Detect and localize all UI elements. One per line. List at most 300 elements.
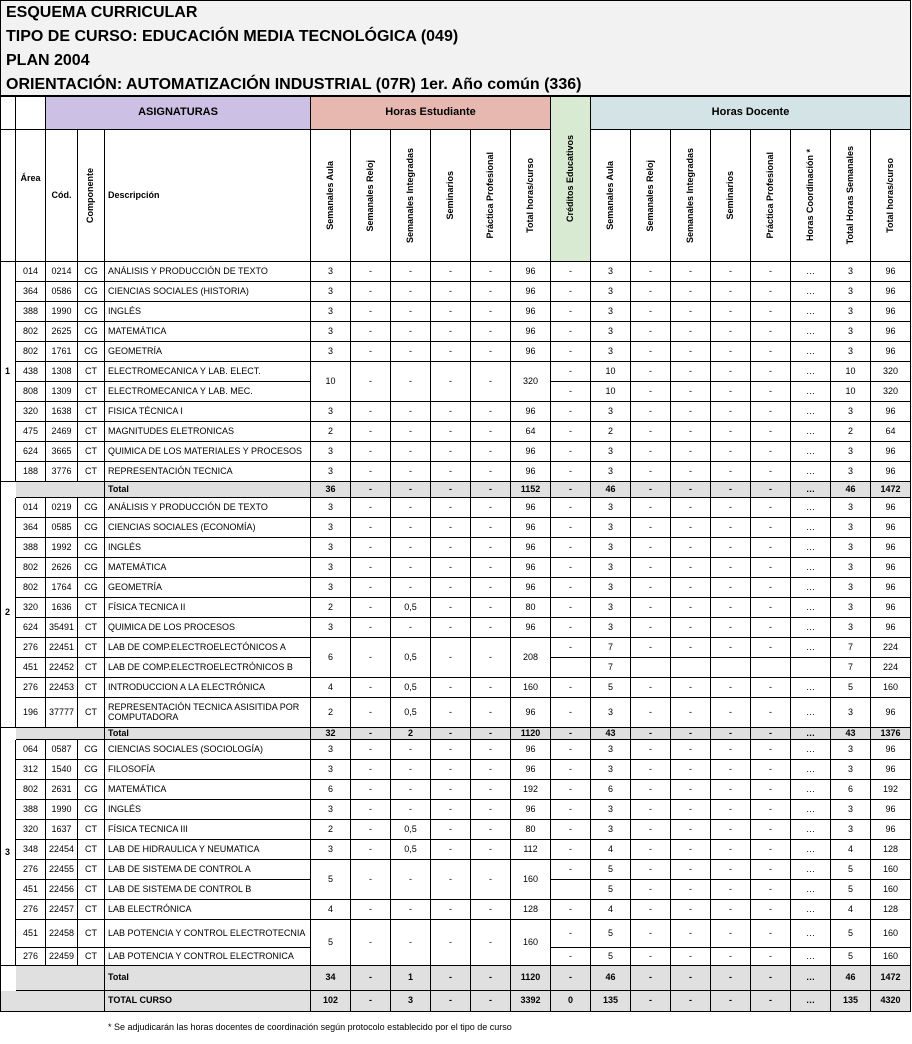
cell-value: … xyxy=(791,820,831,840)
cell-value: 3 xyxy=(591,578,631,598)
cell-value: - xyxy=(551,362,591,382)
cell-value: 320 xyxy=(871,382,911,402)
cell-value: 128 xyxy=(511,900,551,920)
cell-value: 3 xyxy=(831,498,871,518)
total-value: - xyxy=(351,728,391,740)
col-5 xyxy=(351,130,391,262)
cell-value: - xyxy=(391,518,431,538)
total-value: 102 xyxy=(311,991,351,1012)
total-value: 3 xyxy=(391,991,431,1012)
cell-value: - xyxy=(431,402,471,422)
total-value: - xyxy=(551,728,591,740)
cell-value: - xyxy=(551,948,591,966)
cell-area: 624 xyxy=(16,442,46,462)
cell-componente: CT xyxy=(78,362,105,382)
year-label-2: 2 xyxy=(0,498,16,728)
cell-value: 96 xyxy=(871,302,911,322)
cell-value: 5 xyxy=(311,860,351,900)
cell-value: - xyxy=(751,442,791,462)
cell-value: - xyxy=(551,282,591,302)
cell-cod: 0219 xyxy=(46,498,78,518)
cell-descripcion: GEOMETRÍA xyxy=(105,578,311,598)
cell-value: 2 xyxy=(831,422,871,442)
total-value: 1 xyxy=(391,966,431,991)
col-17 xyxy=(831,130,871,262)
cell-value: - xyxy=(471,578,511,598)
cell-value: 96 xyxy=(871,402,911,422)
cell-value: 96 xyxy=(511,302,551,322)
cell-cod: 1990 xyxy=(46,800,78,820)
cell-value: 3 xyxy=(831,538,871,558)
group-horas-docente: Horas Docente xyxy=(591,96,911,130)
cell-value: … xyxy=(791,900,831,920)
cell-value: - xyxy=(551,598,591,618)
cell-value: 96 xyxy=(871,462,911,482)
cell-value: - xyxy=(711,262,751,282)
cell-area: 364 xyxy=(16,282,46,302)
total-value: 43 xyxy=(591,728,631,740)
cell-value: 5 xyxy=(831,678,871,698)
cell-value: - xyxy=(471,538,511,558)
cell-value: - xyxy=(471,402,511,422)
cell-value: … xyxy=(791,638,831,658)
cell-value: 96 xyxy=(871,800,911,820)
cell-componente: CG xyxy=(78,302,105,322)
plan-year: PLAN 2004 xyxy=(6,52,90,69)
cell-value: - xyxy=(431,780,471,800)
cell-value: - xyxy=(431,800,471,820)
cell-value: 10 xyxy=(591,362,631,382)
total-value: - xyxy=(751,966,791,991)
cell-value: … xyxy=(791,558,831,578)
cell-value: - xyxy=(671,780,711,800)
cell-value: - xyxy=(551,342,591,362)
cell-value: 96 xyxy=(871,558,911,578)
cell-value: - xyxy=(391,900,431,920)
cell-value: - xyxy=(751,880,791,900)
cell-value: - xyxy=(671,362,711,382)
cell-value: - xyxy=(711,638,751,658)
cell-value: - xyxy=(751,422,791,442)
cell-value: 2 xyxy=(311,698,351,728)
cell-value: - xyxy=(671,840,711,860)
cell-value: - xyxy=(391,578,431,598)
cell-value: - xyxy=(751,900,791,920)
cell-descripcion: CIENCIAS SOCIALES (ECONOMÍA) xyxy=(105,518,311,538)
cell-value: 2 xyxy=(591,422,631,442)
cell-value: - xyxy=(711,920,751,948)
cell-value: - xyxy=(711,282,751,302)
cell-value: - xyxy=(391,920,431,966)
cell-area: 451 xyxy=(16,920,46,948)
cell-value: - xyxy=(391,538,431,558)
cell-value: 3 xyxy=(591,262,631,282)
cell-value: 3 xyxy=(831,302,871,322)
cell-value: - xyxy=(711,558,751,578)
col-11-label: Semanales Aula xyxy=(604,161,615,230)
cell-value: 3 xyxy=(831,518,871,538)
cell-value: - xyxy=(351,920,391,966)
cell-value: - xyxy=(551,760,591,780)
cell-descripcion: LAB POTENCIA Y CONTROL ELECTROTECNIA xyxy=(105,920,311,948)
document-title: ESQUEMA CURRICULAR xyxy=(6,4,198,21)
total-row-blank xyxy=(16,966,105,991)
col-6-label: Semanales Integradas xyxy=(404,147,415,244)
cell-value: 80 xyxy=(511,598,551,618)
col-14 xyxy=(711,130,751,262)
cell-value: - xyxy=(431,760,471,780)
cell-cod: 2626 xyxy=(46,558,78,578)
cell-value: - xyxy=(631,302,671,322)
cell-value: … xyxy=(791,442,831,462)
cell-value: - xyxy=(751,402,791,422)
cell-value: - xyxy=(671,948,711,966)
total-value: - xyxy=(471,966,511,991)
cell-value: - xyxy=(471,920,511,966)
cell-value: … xyxy=(791,342,831,362)
cell-value: - xyxy=(551,920,591,948)
cell-cod: 22457 xyxy=(46,900,78,920)
cell-value: … xyxy=(791,578,831,598)
cell-value: 128 xyxy=(871,840,911,860)
cell-value: - xyxy=(551,402,591,422)
cell-value: 6 xyxy=(311,780,351,800)
cell-value: - xyxy=(671,880,711,900)
cell-value: - xyxy=(351,800,391,820)
cell-area: 014 xyxy=(16,262,46,282)
cell-value: 5 xyxy=(831,948,871,966)
cell-value: 160 xyxy=(511,860,551,900)
cell-value xyxy=(791,658,831,678)
cell-value: 10 xyxy=(311,362,351,402)
cell-value: - xyxy=(391,362,431,402)
cell-cod: 3665 xyxy=(46,442,78,462)
cell-value: 208 xyxy=(511,638,551,678)
cell-value: … xyxy=(791,422,831,442)
cell-value: - xyxy=(671,302,711,322)
cell-area: 276 xyxy=(16,860,46,880)
cell-cod: 1309 xyxy=(46,382,78,402)
cell-value: 3 xyxy=(311,498,351,518)
cell-descripcion: LAB ELECTRÓNICA xyxy=(105,900,311,920)
cell-value: - xyxy=(631,740,671,760)
total-value: 36 xyxy=(311,482,351,498)
cell-value: - xyxy=(671,498,711,518)
cell-value: 3 xyxy=(591,538,631,558)
cell-value: - xyxy=(631,860,671,880)
cell-area: 276 xyxy=(16,638,46,658)
cell-descripcion: INTRODUCCION A LA ELECTRÓNICA xyxy=(105,678,311,698)
cell-value: 96 xyxy=(871,262,911,282)
col-creditos xyxy=(551,96,591,262)
cell-value: - xyxy=(711,402,751,422)
cell-area: 014 xyxy=(16,498,46,518)
cell-value: - xyxy=(631,840,671,860)
cell-value: - xyxy=(631,820,671,840)
cell-descripcion: FÍSICA TECNICA II xyxy=(105,598,311,618)
cell-value: - xyxy=(671,920,711,948)
cell-value: - xyxy=(671,402,711,422)
cell-value: 96 xyxy=(871,342,911,362)
total-value: - xyxy=(711,991,751,1012)
cell-value: - xyxy=(711,362,751,382)
cell-value: - xyxy=(631,442,671,462)
cell-value: 3 xyxy=(831,698,871,728)
cell-value: 3 xyxy=(831,322,871,342)
cell-value: … xyxy=(791,698,831,728)
cell-value: … xyxy=(791,382,831,402)
cell-descripcion: LAB DE COMP.ELECTROELECTRÓNICOS B xyxy=(105,658,311,678)
cell-value: - xyxy=(751,598,791,618)
cell-value: 3 xyxy=(591,698,631,728)
cell-value: - xyxy=(351,462,391,482)
cell-value: - xyxy=(551,578,591,598)
cell-value: - xyxy=(431,262,471,282)
cell-value: - xyxy=(711,760,751,780)
cell-descripcion: ANÁLISIS Y PRODUCCIÓN DE TEXTO xyxy=(105,262,311,282)
year-header-blank xyxy=(0,96,16,262)
col-17-label: Total Horas Semanales xyxy=(844,146,855,245)
cell-value: … xyxy=(791,780,831,800)
cell-descripcion: FISICA TÉCNICA I xyxy=(105,402,311,422)
cell-value: - xyxy=(391,262,431,282)
cell-value: - xyxy=(631,780,671,800)
total-value: - xyxy=(431,728,471,740)
cell-value: 320 xyxy=(511,362,551,402)
cell-descripcion: ELECTROMECANICA Y LAB. ELECT. xyxy=(105,362,311,382)
cell-descripcion: QUIMICA DE LOS MATERIALES Y PROCESOS xyxy=(105,442,311,462)
cell-value: 160 xyxy=(511,678,551,698)
footnote: * Se adjudicarán las horas docentes de coordinación según protocolo establecido por el tipo de curso xyxy=(108,1022,512,1032)
cell-value: 0,5 xyxy=(391,698,431,728)
cell-value xyxy=(551,880,591,900)
cell-value: 96 xyxy=(871,760,911,780)
cell-value: - xyxy=(671,860,711,880)
total-value: - xyxy=(671,966,711,991)
cell-value: - xyxy=(631,598,671,618)
cell-value: … xyxy=(791,322,831,342)
cell-area: 624 xyxy=(16,618,46,638)
cell-value: - xyxy=(351,302,391,322)
cell-value: - xyxy=(751,638,791,658)
cell-value: 3 xyxy=(831,558,871,578)
cell-value: - xyxy=(631,880,671,900)
cell-componente: CG xyxy=(78,262,105,282)
cell-componente: CT xyxy=(78,598,105,618)
cell-value: - xyxy=(711,578,751,598)
cell-value: - xyxy=(751,558,791,578)
cell-value: - xyxy=(631,462,671,482)
cell-value: 96 xyxy=(871,578,911,598)
cell-value: 10 xyxy=(831,382,871,402)
total-value: 1472 xyxy=(871,966,911,991)
cell-value: 80 xyxy=(511,820,551,840)
cell-value: - xyxy=(471,262,511,282)
cell-value: - xyxy=(551,800,591,820)
cell-cod: 22455 xyxy=(46,860,78,880)
cell-cod: 1764 xyxy=(46,578,78,598)
cell-value: - xyxy=(431,578,471,598)
cell-value: 3 xyxy=(311,538,351,558)
cell-value: 96 xyxy=(871,498,911,518)
cell-value: 3 xyxy=(591,302,631,322)
cell-area: 808 xyxy=(16,382,46,402)
cell-componente: CT xyxy=(78,382,105,402)
cell-value: - xyxy=(671,740,711,760)
cell-value: 3 xyxy=(591,740,631,760)
cell-value: … xyxy=(791,618,831,638)
cell-value: … xyxy=(791,498,831,518)
cell-descripcion: CIENCIAS SOCIALES (HISTORIA) xyxy=(105,282,311,302)
col-12 xyxy=(631,130,671,262)
cell-value: 4 xyxy=(831,900,871,920)
cell-value: - xyxy=(351,780,391,800)
cell-value: - xyxy=(551,518,591,538)
cell-value: - xyxy=(671,442,711,462)
cell-value: - xyxy=(631,948,671,966)
cell-value: - xyxy=(471,322,511,342)
cell-value: 3 xyxy=(591,618,631,638)
total-value: 135 xyxy=(591,991,631,1012)
cell-value: 96 xyxy=(871,538,911,558)
total-value: 3392 xyxy=(511,991,551,1012)
cell-value: - xyxy=(631,760,671,780)
cell-value xyxy=(671,658,711,678)
cell-value: - xyxy=(751,262,791,282)
cell-value: - xyxy=(471,342,511,362)
cell-value: - xyxy=(391,322,431,342)
cell-value: 3 xyxy=(831,462,871,482)
cell-value: - xyxy=(751,920,791,948)
cell-descripcion: TOTAL CURSO xyxy=(105,991,311,1012)
cell-cod: 22454 xyxy=(46,840,78,860)
col-11 xyxy=(591,130,631,262)
cell-componente: CG xyxy=(78,282,105,302)
cell-value: - xyxy=(431,820,471,840)
cell-value: 4 xyxy=(831,840,871,860)
cell-value: 3 xyxy=(831,578,871,598)
cell-descripcion: ANÁLISIS Y PRODUCCIÓN DE TEXTO xyxy=(105,498,311,518)
cell-descripcion: LAB DE SISTEMA DE CONTROL A xyxy=(105,860,311,880)
cell-area: 802 xyxy=(16,780,46,800)
cell-value: 160 xyxy=(871,678,911,698)
cell-value: - xyxy=(751,518,791,538)
col-18 xyxy=(871,130,911,262)
cell-value xyxy=(631,658,671,678)
cell-value: - xyxy=(711,462,751,482)
cell-area: 388 xyxy=(16,302,46,322)
cell-value: 3 xyxy=(311,800,351,820)
cell-value: - xyxy=(551,382,591,402)
col-creditos-label: Créditos Educativos xyxy=(564,134,575,223)
cell-area: 475 xyxy=(16,422,46,442)
cell-value: 5 xyxy=(591,860,631,880)
cell-value: - xyxy=(751,840,791,860)
col-15 xyxy=(751,130,791,262)
cell-componente: CT xyxy=(78,618,105,638)
cell-cod: 1638 xyxy=(46,402,78,422)
cell-value: 96 xyxy=(511,558,551,578)
cell-value: 3 xyxy=(591,558,631,578)
cell-value: - xyxy=(751,740,791,760)
cell-value: 96 xyxy=(871,518,911,538)
total-value: 1120 xyxy=(511,966,551,991)
cell-value: - xyxy=(711,780,751,800)
cell-value: 96 xyxy=(511,760,551,780)
cell-value: - xyxy=(351,598,391,618)
cell-value: - xyxy=(711,538,751,558)
cell-value: - xyxy=(631,322,671,342)
cell-value: 5 xyxy=(591,948,631,966)
cell-value: 3 xyxy=(311,402,351,422)
cell-value: - xyxy=(471,282,511,302)
cell-descripcion: MATEMÁTICA xyxy=(105,322,311,342)
cell-value: - xyxy=(351,518,391,538)
cell-area: 451 xyxy=(16,658,46,678)
cell-componente: CT xyxy=(78,462,105,482)
cell-componente: CT xyxy=(78,678,105,698)
cell-value: 3 xyxy=(591,342,631,362)
cell-value: - xyxy=(551,422,591,442)
cell-value: 96 xyxy=(511,442,551,462)
cell-descripcion: REPRESENTACIÓN TECNICA ASISITIDA POR COMPUTADORA xyxy=(105,698,311,728)
cell-value: - xyxy=(471,598,511,618)
cell-value: - xyxy=(751,698,791,728)
cell-value: - xyxy=(431,638,471,678)
cell-value: - xyxy=(671,462,711,482)
cell-value: - xyxy=(351,282,391,302)
total-value: 34 xyxy=(311,966,351,991)
cell-componente: CT xyxy=(78,920,105,948)
cell-value: - xyxy=(391,422,431,442)
cell-value: - xyxy=(431,598,471,618)
cell-value: - xyxy=(471,698,511,728)
cell-value: 2 xyxy=(311,598,351,618)
total-value: - xyxy=(751,482,791,498)
total-value: - xyxy=(631,482,671,498)
cell-descripcion: Total xyxy=(105,966,311,991)
cell-value: 7 xyxy=(591,638,631,658)
cell-value: 320 xyxy=(871,362,911,382)
cell-value: 3 xyxy=(831,402,871,422)
cell-descripcion: GEOMETRÍA xyxy=(105,342,311,362)
cell-componente: CG xyxy=(78,780,105,800)
cell-value: 5 xyxy=(831,880,871,900)
cell-value: 64 xyxy=(511,422,551,442)
cell-value: - xyxy=(351,538,391,558)
cell-componente: CT xyxy=(78,422,105,442)
total-value: - xyxy=(431,991,471,1012)
cell-value: - xyxy=(391,302,431,322)
cell-value: - xyxy=(351,498,391,518)
cell-value: - xyxy=(351,840,391,860)
cell-value: - xyxy=(431,422,471,442)
cell-componente: CG xyxy=(78,538,105,558)
cell-value: 6 xyxy=(831,780,871,800)
cell-value: 96 xyxy=(871,442,911,462)
cell-value: - xyxy=(431,618,471,638)
cell-componente: CG xyxy=(78,558,105,578)
cell-value: … xyxy=(791,282,831,302)
cell-componente: CT xyxy=(78,820,105,840)
cell-value: 5 xyxy=(591,678,631,698)
total-value: - xyxy=(631,991,671,1012)
cell-value: 3 xyxy=(591,462,631,482)
cell-value: - xyxy=(671,760,711,780)
cell-value: - xyxy=(671,598,711,618)
cell-value: 3 xyxy=(831,800,871,820)
total-value: 46 xyxy=(831,966,871,991)
